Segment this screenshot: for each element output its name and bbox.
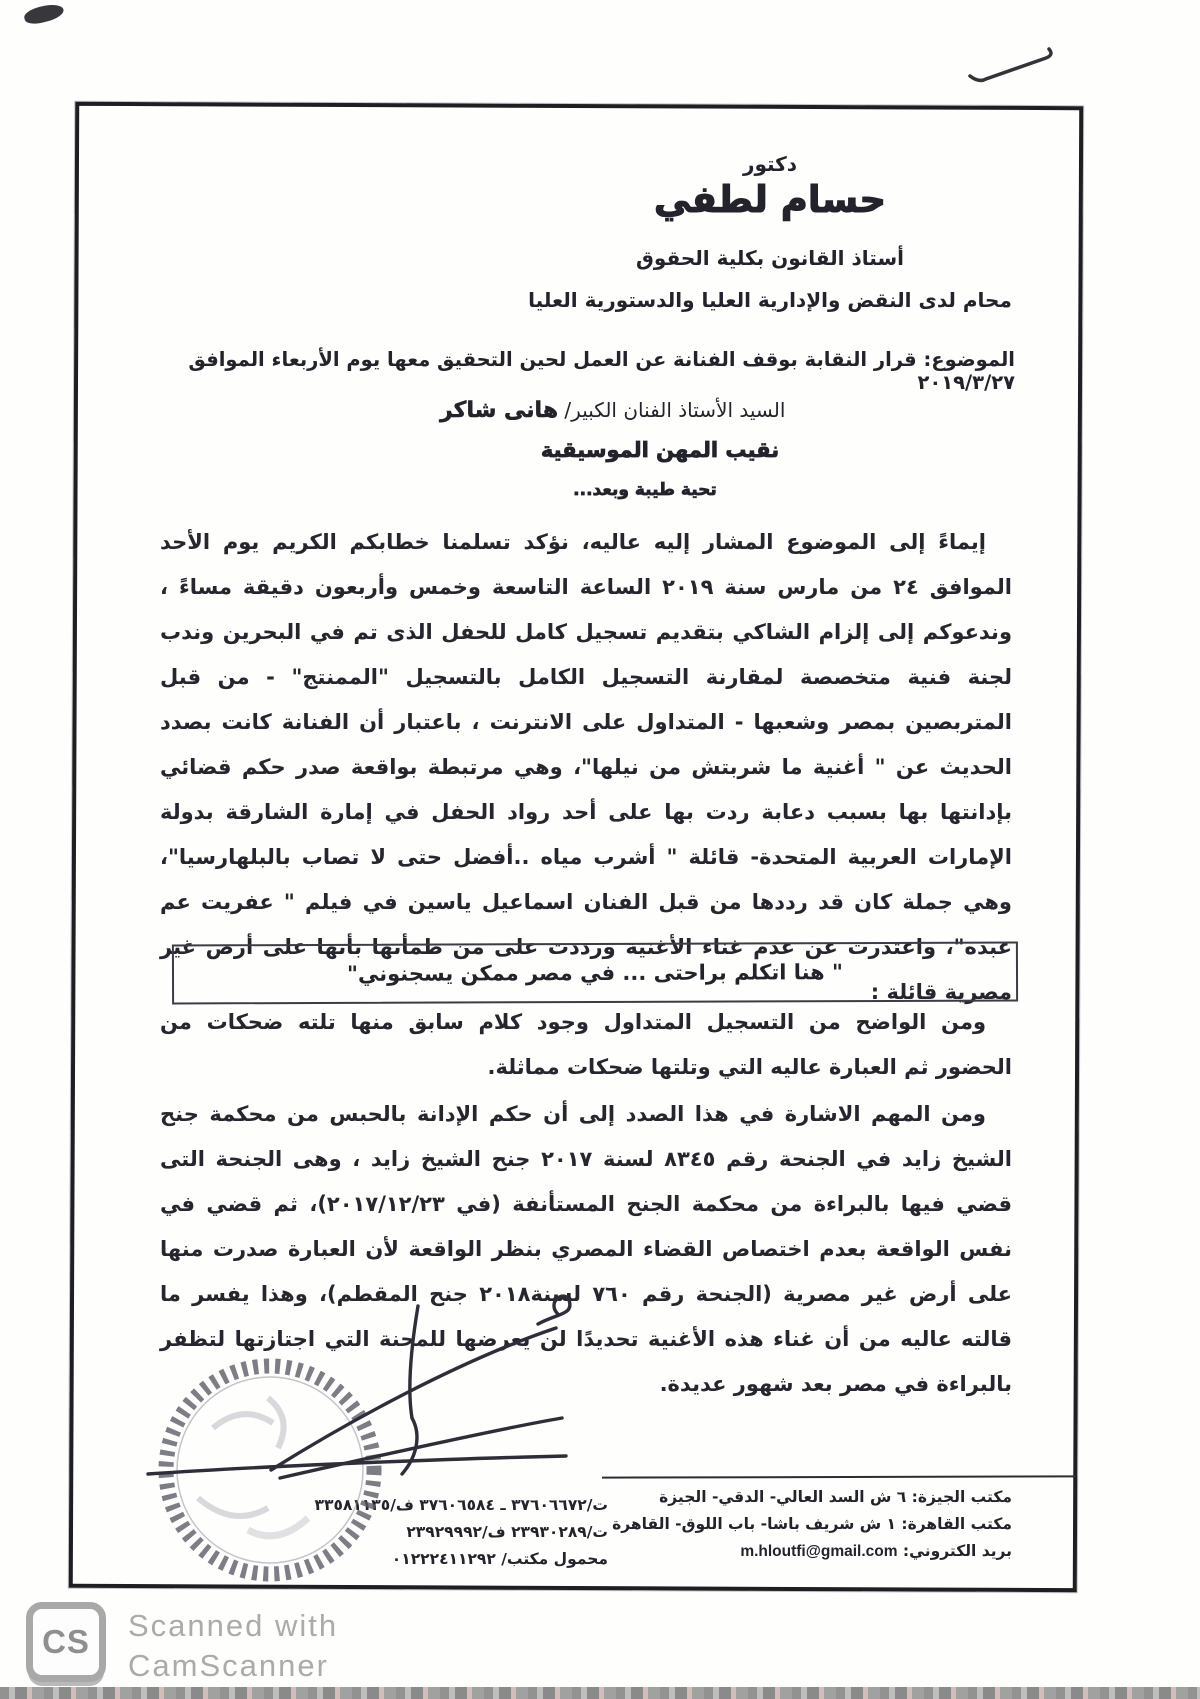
camscanner-caption-line2: CamScanner: [128, 1648, 329, 1683]
letterhead-subtitle-2: محام لدى النقض والإدارية العليا والدستورية العليا: [528, 288, 1012, 312]
greeting-line: تحية طيبة وبعد...: [573, 480, 717, 500]
quote-box: " هنا اتكلم براحتى ... في مصر ممكن يسجنوني": [172, 942, 1018, 1005]
footer-office-giza: مكتب الجيزة: ٦ ش السد العالي- الدقي- الجيزة: [659, 1488, 1012, 1506]
footer-mobile-line: محمول مكتب/ ٠١٢٢٢٤١١٢٩٢: [391, 1550, 608, 1568]
footer-phone-line-2: ت/٢٣٩٣٠٢٨٩ ف/٢٣٩٢٩٩٩٢: [406, 1523, 608, 1541]
footer-office-cairo: مكتب القاهرة: ١ ش شريف باشا- باب اللوق- القاهرة: [612, 1515, 1012, 1533]
footer-phone-line-1: ت/٣٧٦٠٦٦٧٢ ـ ٣٧٦٠٦٥٨٤ ف/٣٣٥٨١١٣٥: [314, 1496, 608, 1514]
footer-email-address: m.hloutfi@gmail.com: [740, 1543, 898, 1560]
camscanner-caption-line1: Scanned with: [128, 1608, 339, 1643]
addressee-prefix: السيد الأستاذ الفنان الكبير/: [558, 398, 786, 422]
footer-phones: [200, 1492, 608, 1573]
pen-mark-artifact: [960, 32, 1070, 87]
addressee-line: [440, 398, 912, 423]
camscanner-caption: [128, 1602, 338, 1686]
body-paragraph-1: إيماءً إلى الموضوع المشار إليه عاليه، نؤكد تسلمنا خطابكم الكريم يوم الأحد الموافق ٢٤ من مارس سنة ٢٠١٩ الساعة التاسعة وخمس وأربعون دقيقة مساءً ، وندعوكم إلى إلزام الشاكي بتقديم تسجيل كامل للحفل الذى تم في البحرين وندب لجنة فنية متخصصة لمقارنة التسجيل الكامل بالتسجيل "الممنتج" - من قبل المتربصين بمصر وشعبها - المتداول على الانترنت ، باعتبار أن الفنانة كانت بصدد الحديث عن " أغنية ما شربتش من نيلها"، وهي مرتبطة بواقعة صدر حكم قضائي بإدانتها بها بسبب دعابة ردت بها على أحد رواد الحفل في إمارة الشارقة بدولة الإمارات العربية المتحدة- قائلة " أشرب مياه ..أفضل حتى لا تصاب بالبلهارسيا"، وهي جملة كان قد رددها من قبل الفنان اسماعيل ياسين في فيلم " عفريت عم عبده"، واعتذرت عن عدم غناء الأغنية ورددت على من طمأنها بأنها على أرض غير مصرية قائلة :: [160, 530, 1012, 1004]
letterhead-name: حسام لطفي: [653, 178, 887, 221]
body-paragraph-2: ومن الواضح من التسجيل المتداول وجود كلام سابق منها تلته ضحكات من الحضور ثم العبارة عاليه التي وتلتها ضحكات مماثلة.: [160, 1010, 1012, 1079]
camscanner-logo-icon: CS: [26, 1602, 106, 1682]
footer-email-line: [560, 1538, 1012, 1565]
ink-blot-artifact: [23, 1, 66, 26]
addressee-title: نقيب المهن الموسيقية: [540, 438, 780, 462]
footer-addresses: [560, 1484, 1012, 1565]
subject-line: الموضوع: قرار النقابة بوقف الفنانة عن العمل لحين التحقيق معها يوم الأربعاء الموافق ٢٠١٩/٣/٢٧: [188, 348, 1015, 394]
addressee-name: هانى شاكر: [440, 398, 559, 423]
camscanner-watermark: [26, 1602, 338, 1686]
footer-email-label: بريد الكتروني:: [897, 1542, 1012, 1560]
letterhead-title: دكتور: [742, 152, 798, 176]
letterhead-subtitle-1: أستاذ القانون بكلية الحقوق: [636, 246, 904, 270]
scan-noise-strip: [0, 1687, 1200, 1699]
body-paragraph-3: ومن المهم الاشارة في هذا الصدد إلى أن حكم الإدانة بالحبس من محكمة جنح الشيخ زايد في الجنحة رقم ٨٣٤٥ لسنة ٢٠١٧ جنح الشيخ زايد ، وهى الجنحة التى قضي فيها بالبراءة من محكمة الجنح المستأنفة (في ٢٠١٧/١٢/٢٣)، ثم قضي في نفس الواقعة بعدم اختصاص القضاء المصري بنظر الواقعة لأن العبارة صدرت منها على أرض غير مصرية (الجنحة رقم ٧٦٠ لسنة٢٠١٨ جنح المقطم)، وهذا يفسر ما قالته عاليه من أن غناء هذه الأغنية تحديدًا لن يعرضها للمحنة التي اجتازتها لتظفر بالبراءة في مصر بعد شهور عديدة.: [160, 1102, 1012, 1396]
